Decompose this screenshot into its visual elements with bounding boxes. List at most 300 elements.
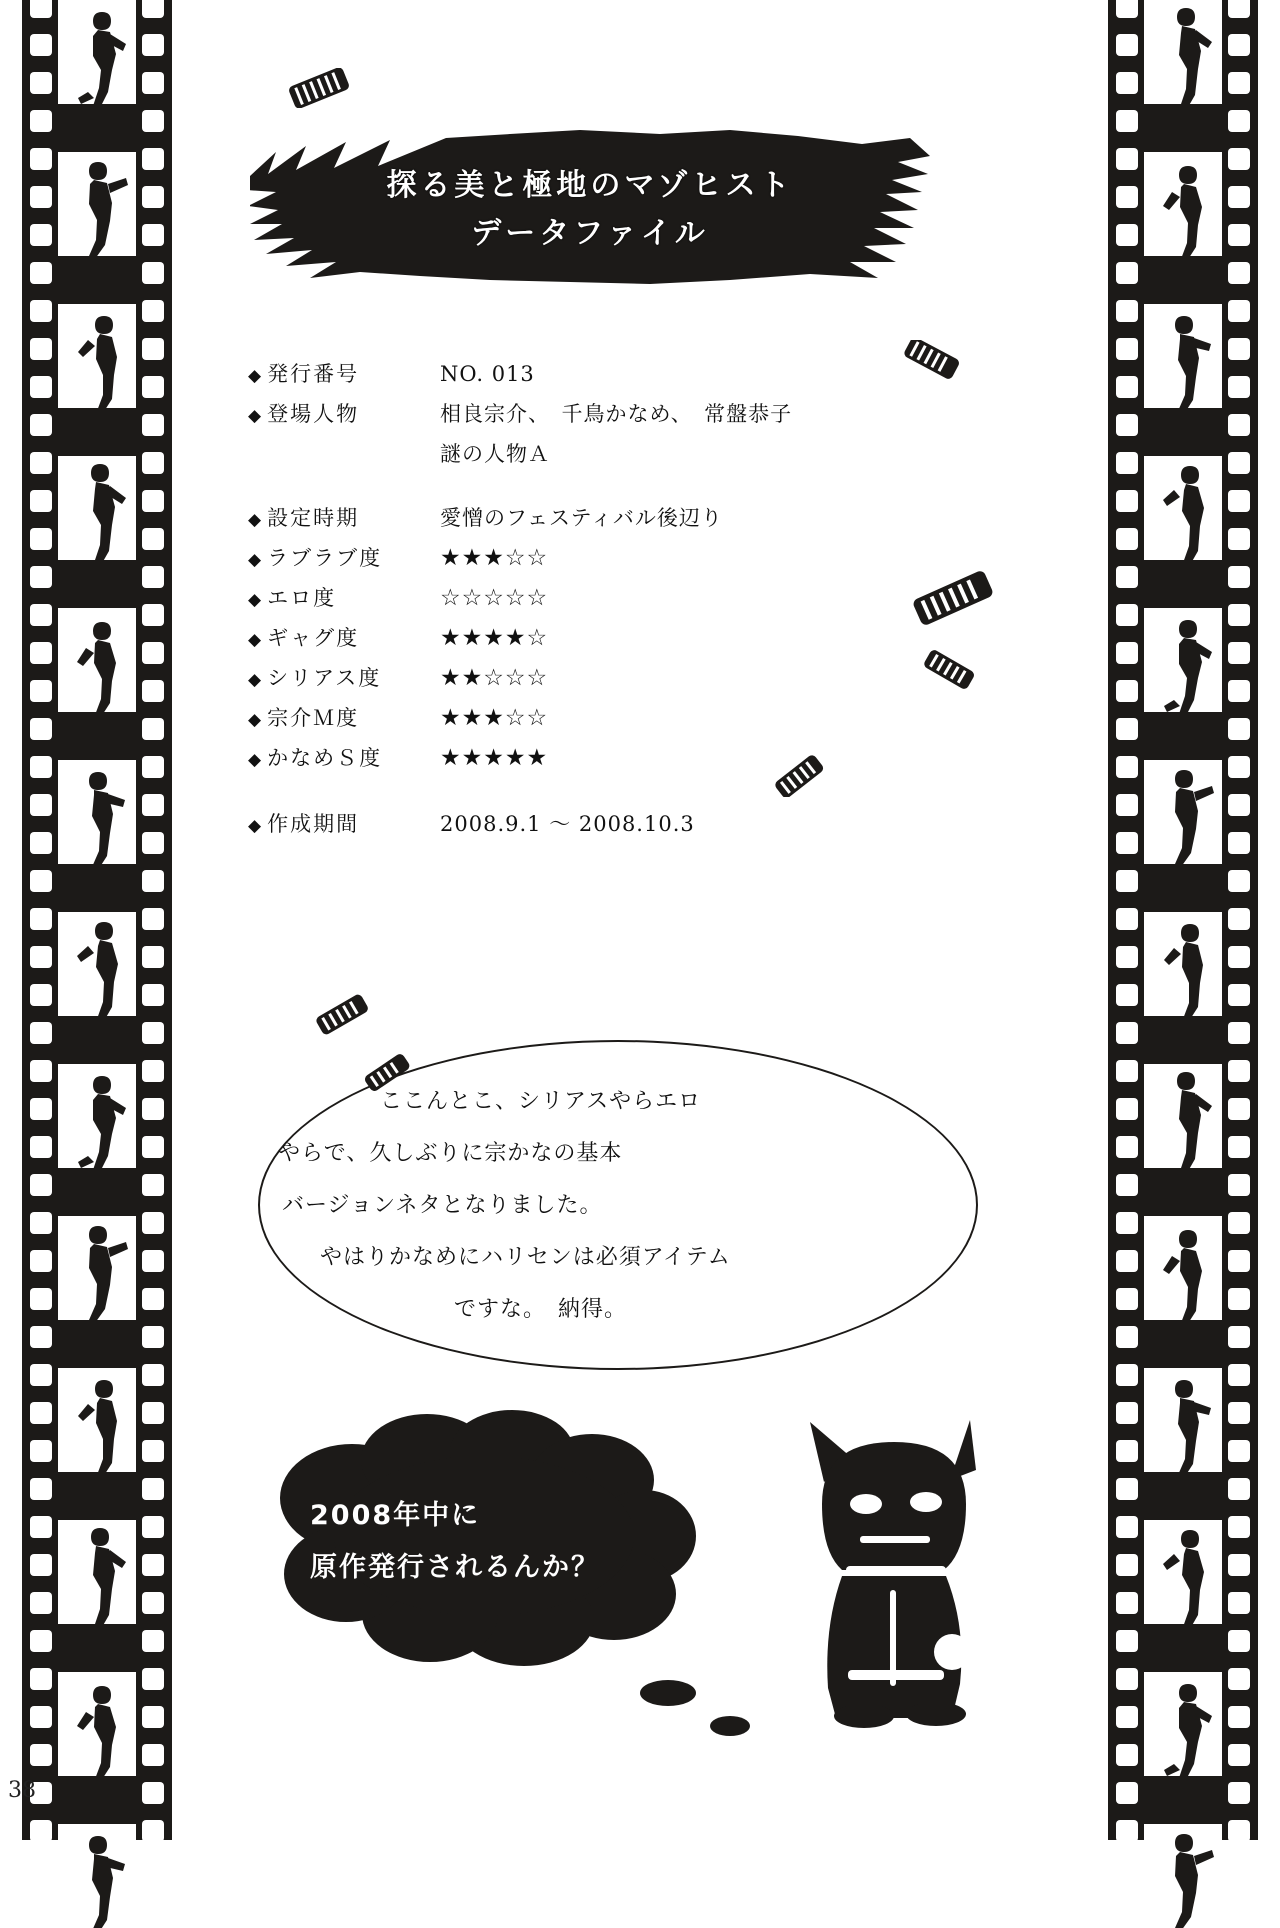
rating-stars: ☆☆☆☆☆	[440, 585, 549, 611]
film-frame	[58, 1216, 136, 1320]
film-perforation	[1116, 1288, 1138, 1310]
film-frame	[1144, 456, 1222, 560]
dancer-silhouette-icon	[58, 0, 136, 104]
film-frame	[1144, 0, 1222, 104]
film-perforation	[142, 1744, 164, 1766]
film-perforation	[1116, 376, 1138, 398]
film-roll-icon	[286, 68, 352, 112]
data-row-ero-rating	[248, 579, 968, 619]
film-perforation	[142, 1554, 164, 1576]
perforation-column-left	[28, 0, 54, 1840]
dancer-silhouette-icon	[58, 608, 136, 712]
film-perforation	[1228, 642, 1250, 664]
film-frame	[1144, 152, 1222, 256]
comment-line-4: やはりかなめにハリセンは必須アイテム	[320, 1245, 731, 1270]
film-perforation	[1228, 338, 1250, 360]
film-frame	[1144, 1216, 1222, 1320]
data-label: ◆ エロ度	[248, 586, 337, 610]
film-perforation	[1116, 718, 1138, 740]
rating-stars: ★★★☆☆	[440, 545, 549, 571]
film-perforation	[30, 414, 52, 436]
film-perforation	[1228, 1820, 1250, 1842]
film-perforation	[30, 1364, 52, 1386]
dancer-silhouette-icon	[58, 760, 136, 864]
data-row-gag-rating	[248, 619, 968, 659]
data-value: 相良宗介、 千鳥かなめ、 常盤恭子	[440, 402, 793, 426]
film-perforation	[1228, 1516, 1250, 1538]
film-perforation	[1228, 186, 1250, 208]
film-perforation	[1228, 34, 1250, 56]
film-perforation	[30, 186, 52, 208]
film-perforation	[1228, 870, 1250, 892]
film-perforation	[1228, 0, 1250, 18]
dancer-silhouette-icon	[1144, 456, 1222, 560]
mascot-figure	[790, 1408, 1000, 1728]
film-perforation	[142, 0, 164, 18]
film-perforation	[142, 1136, 164, 1158]
film-perforation	[1116, 0, 1138, 18]
data-file-list	[248, 355, 968, 845]
film-perforation	[1228, 718, 1250, 740]
data-row-production-period	[248, 805, 968, 845]
film-roll-icon	[770, 755, 830, 801]
film-perforation	[1116, 148, 1138, 170]
film-frame	[1144, 1520, 1222, 1624]
data-label: ◆ 作成期間	[248, 812, 360, 836]
data-label: ◆ シリアス度	[248, 666, 382, 690]
film-perforation	[1116, 1136, 1138, 1158]
film-perforation	[1116, 1364, 1138, 1386]
dancer-silhouette-icon	[1144, 1064, 1222, 1168]
dancer-silhouette-icon	[58, 1520, 136, 1624]
data-value: 愛憎のフェスティバル後辺り	[440, 506, 723, 530]
film-perforation	[30, 984, 52, 1006]
film-perforation	[1116, 984, 1138, 1006]
film-perforation	[30, 756, 52, 778]
film-perforation	[1116, 1326, 1138, 1348]
title-banner	[250, 128, 930, 288]
film-perforation	[142, 414, 164, 436]
film-perforation	[142, 262, 164, 284]
thought-line-1: 2008年中に	[310, 1500, 481, 1531]
film-perforation	[142, 1592, 164, 1614]
film-perforation	[1116, 1402, 1138, 1424]
film-perforation	[1228, 1364, 1250, 1386]
data-row-setting-period	[248, 499, 968, 539]
film-perforation	[1228, 984, 1250, 1006]
dancer-silhouette-icon	[58, 456, 136, 560]
film-perforation	[1228, 110, 1250, 132]
film-perforation	[1228, 1706, 1250, 1728]
data-row-issue-number	[248, 355, 968, 395]
film-perforation	[1116, 756, 1138, 778]
data-row-serious-rating	[248, 659, 968, 699]
film-perforation	[30, 718, 52, 740]
data-label: ◆ 設定時期	[248, 506, 360, 530]
film-perforation	[1116, 186, 1138, 208]
film-perforation	[1228, 1250, 1250, 1272]
film-perforation	[30, 0, 52, 18]
film-perforation	[142, 72, 164, 94]
thought-bubble	[262, 1408, 702, 1668]
film-perforation	[1116, 794, 1138, 816]
film-perforation	[1116, 1212, 1138, 1234]
film-perforation	[142, 110, 164, 132]
title-line-2: データファイル	[471, 216, 709, 251]
film-perforation	[1228, 528, 1250, 550]
film-frame	[1144, 1368, 1222, 1472]
film-perforation	[30, 1820, 52, 1842]
perforation-column-right	[140, 0, 166, 1840]
film-perforation	[142, 224, 164, 246]
dancer-silhouette-icon	[58, 1672, 136, 1776]
film-perforation	[1228, 1782, 1250, 1804]
rating-stars: ★★★★☆	[440, 625, 549, 651]
film-perforation	[1116, 1060, 1138, 1082]
film-perforation	[1228, 1592, 1250, 1614]
film-perforation	[30, 490, 52, 512]
film-perforation	[142, 490, 164, 512]
film-perforation	[142, 946, 164, 968]
film-perforation	[1228, 1440, 1250, 1462]
film-perforation	[142, 1440, 164, 1462]
film-perforation	[142, 604, 164, 626]
film-frame	[58, 1064, 136, 1168]
diamond-icon: ◆	[248, 710, 264, 730]
film-perforation	[1116, 604, 1138, 626]
film-perforation	[30, 946, 52, 968]
film-perforation	[30, 908, 52, 930]
mascot-bonta-kun	[790, 1408, 1000, 1728]
film-perforation	[142, 1820, 164, 1842]
film-perforation	[142, 1364, 164, 1386]
film-perforation	[142, 794, 164, 816]
film-perforation	[30, 1174, 52, 1196]
film-frame	[58, 1824, 136, 1928]
film-perforation	[30, 604, 52, 626]
film-perforation	[30, 452, 52, 474]
film-perforation	[30, 870, 52, 892]
film-perforation	[1116, 110, 1138, 132]
film-perforation	[1116, 642, 1138, 664]
film-perforation	[142, 1212, 164, 1234]
comment-bubble-text	[258, 1076, 978, 1336]
dancer-silhouette-icon	[1144, 1824, 1222, 1928]
thought-line-2: 原作発行されるんか？	[310, 1552, 600, 1583]
thought-tail-large	[640, 1680, 696, 1706]
data-row-sousuke-m-rating	[248, 699, 968, 739]
dancer-silhouette-icon	[58, 304, 136, 408]
film-perforation	[142, 528, 164, 550]
film-perforation	[1116, 34, 1138, 56]
film-frame	[58, 760, 136, 864]
film-perforation	[1116, 1174, 1138, 1196]
film-perforation	[142, 566, 164, 588]
film-perforation	[30, 1402, 52, 1424]
film-perforation	[142, 1022, 164, 1044]
film-roll-icon	[360, 1052, 416, 1096]
film-perforation	[1116, 1782, 1138, 1804]
film-perforation	[30, 224, 52, 246]
diamond-icon: ◆	[248, 670, 264, 690]
dancer-silhouette-icon	[1144, 608, 1222, 712]
diamond-icon: ◆	[248, 750, 264, 770]
film-frame	[1144, 304, 1222, 408]
data-value-continued: 謎の人物Ａ	[440, 442, 550, 466]
film-perforation	[142, 1782, 164, 1804]
film-perforation	[142, 376, 164, 398]
film-perforation	[30, 528, 52, 550]
film-perforation	[142, 680, 164, 702]
film-perforation	[142, 1668, 164, 1690]
film-perforation	[1116, 414, 1138, 436]
film-perforation	[1228, 756, 1250, 778]
film-perforation	[142, 1516, 164, 1538]
film-perforation	[1228, 1630, 1250, 1652]
film-perforation	[30, 566, 52, 588]
film-frame	[1144, 760, 1222, 864]
film-perforation	[1116, 490, 1138, 512]
film-perforation	[142, 1630, 164, 1652]
data-value: 2008.9.1 ～ 2008.10.3	[440, 812, 695, 836]
film-perforation	[1228, 1478, 1250, 1500]
film-perforation	[1116, 908, 1138, 930]
film-perforation	[142, 338, 164, 360]
film-perforation	[30, 262, 52, 284]
film-perforation	[1116, 452, 1138, 474]
film-perforation	[142, 148, 164, 170]
film-perforation	[142, 642, 164, 664]
film-perforation	[30, 1554, 52, 1576]
comment-line-5: ですな。 納得。	[454, 1297, 628, 1322]
film-perforation	[30, 1326, 52, 1348]
film-perforation	[142, 1326, 164, 1348]
film-perforation	[1116, 1706, 1138, 1728]
film-perforation	[1116, 1820, 1138, 1842]
film-perforation	[1116, 1630, 1138, 1652]
film-perforation	[142, 452, 164, 474]
film-perforation	[30, 1136, 52, 1158]
film-perforation	[142, 1288, 164, 1310]
dancer-silhouette-icon	[1144, 1216, 1222, 1320]
film-perforation	[1116, 1440, 1138, 1462]
film-perforation	[30, 794, 52, 816]
dancer-silhouette-icon	[58, 912, 136, 1016]
data-row-kaname-s-rating	[248, 739, 968, 779]
film-perforation	[30, 1250, 52, 1272]
film-perforation	[30, 376, 52, 398]
film-perforation	[1116, 566, 1138, 588]
film-perforation	[1116, 832, 1138, 854]
diamond-icon: ◆	[248, 816, 264, 836]
data-label: ◆ かなめＳ度	[248, 746, 383, 770]
film-perforation	[1116, 1250, 1138, 1272]
film-perforation	[142, 984, 164, 1006]
film-perforation	[1228, 1402, 1250, 1424]
diamond-icon: ◆	[248, 366, 264, 386]
film-perforation	[30, 1630, 52, 1652]
film-perforation	[1228, 1060, 1250, 1082]
film-perforation	[142, 1402, 164, 1424]
film-perforation	[142, 300, 164, 322]
film-perforation	[1228, 1174, 1250, 1196]
comment-line-2: やらで、久しぶりに宗かなの基本	[278, 1141, 623, 1166]
dancer-silhouette-icon	[58, 1368, 136, 1472]
film-perforation	[1116, 300, 1138, 322]
film-perforation	[1228, 832, 1250, 854]
film-perforation	[1228, 566, 1250, 588]
film-perforation	[1116, 1668, 1138, 1690]
film-frame	[58, 0, 136, 104]
film-frame	[1144, 912, 1222, 1016]
film-frame	[1144, 1672, 1222, 1776]
film-perforation	[142, 34, 164, 56]
film-perforation	[1228, 1136, 1250, 1158]
data-label: ◆ 宗介Ｍ度	[248, 706, 360, 730]
film-perforation	[30, 1212, 52, 1234]
film-perforation	[142, 1174, 164, 1196]
perforation-column-left	[1114, 0, 1140, 1840]
film-perforation	[1116, 262, 1138, 284]
film-perforation	[1228, 1326, 1250, 1348]
film-frame	[58, 912, 136, 1016]
comment-line-3: バージョンネタとなりました。	[282, 1193, 603, 1218]
film-frame	[1144, 608, 1222, 712]
diamond-icon: ◆	[248, 510, 264, 530]
film-perforation	[1228, 946, 1250, 968]
film-perforation	[1228, 908, 1250, 930]
diamond-icon: ◆	[248, 590, 264, 610]
film-perforation	[1228, 1668, 1250, 1690]
film-perforation	[30, 680, 52, 702]
film-perforation	[1228, 1554, 1250, 1576]
film-strip-left	[22, 0, 172, 1840]
film-perforation	[142, 1250, 164, 1272]
comment-line-1: ここんとこ、シリアスやらエロ	[380, 1089, 702, 1114]
rating-stars: ★★★☆☆	[440, 705, 549, 731]
film-perforation	[30, 1440, 52, 1462]
page-number: 38	[8, 1778, 36, 1803]
film-roll-icon	[920, 650, 980, 694]
thought-bubble-text	[310, 1490, 690, 1594]
film-perforation	[142, 832, 164, 854]
film-perforation	[30, 832, 52, 854]
film-perforation	[1228, 1744, 1250, 1766]
film-roll-icon	[312, 992, 374, 1040]
film-perforation	[142, 718, 164, 740]
film-perforation	[1116, 1592, 1138, 1614]
film-perforation	[1228, 414, 1250, 436]
film-perforation	[30, 1706, 52, 1728]
film-perforation	[1228, 1098, 1250, 1120]
data-label: ◆ 発行番号	[248, 362, 360, 386]
film-roll-icon	[900, 340, 966, 384]
dancer-silhouette-icon	[1144, 912, 1222, 1016]
film-frame	[58, 1672, 136, 1776]
film-perforation	[1228, 680, 1250, 702]
film-perforation	[30, 72, 52, 94]
data-label: ◆ ギャグ度	[248, 626, 360, 650]
perforation-column-right	[1226, 0, 1252, 1840]
diamond-icon: ◆	[248, 550, 264, 570]
rating-stars: ★★★★★	[440, 745, 549, 771]
film-frame	[58, 1520, 136, 1624]
film-perforation	[1116, 1744, 1138, 1766]
film-perforation	[30, 1668, 52, 1690]
film-frame	[58, 1368, 136, 1472]
film-strip-right	[1108, 0, 1258, 1840]
film-perforation	[142, 756, 164, 778]
data-label: ◆ ラブラブ度	[248, 546, 383, 570]
film-perforation	[142, 1478, 164, 1500]
film-perforation	[1228, 1022, 1250, 1044]
film-perforation	[30, 300, 52, 322]
film-perforation	[1116, 1554, 1138, 1576]
film-perforation	[142, 908, 164, 930]
film-perforation	[1116, 1516, 1138, 1538]
film-perforation	[1228, 1212, 1250, 1234]
film-frame	[58, 608, 136, 712]
dancer-silhouette-icon	[58, 1824, 136, 1928]
film-perforation	[1228, 224, 1250, 246]
film-perforation	[30, 148, 52, 170]
title-line-1: 探る美と極地のマゾヒスト	[386, 168, 794, 203]
film-frame	[58, 304, 136, 408]
film-perforation	[1228, 490, 1250, 512]
film-perforation	[1116, 1478, 1138, 1500]
film-perforation	[1116, 1022, 1138, 1044]
film-perforation	[142, 1098, 164, 1120]
film-perforation	[1116, 528, 1138, 550]
film-perforation	[1228, 452, 1250, 474]
film-perforation	[1116, 72, 1138, 94]
film-perforation	[1116, 1098, 1138, 1120]
thought-tail-small	[710, 1716, 750, 1736]
film-perforation	[1228, 72, 1250, 94]
data-row-characters	[248, 395, 968, 435]
film-perforation	[30, 1516, 52, 1538]
dancer-silhouette-icon	[1144, 760, 1222, 864]
film-perforation	[142, 186, 164, 208]
film-perforation	[1228, 604, 1250, 626]
film-perforation	[30, 338, 52, 360]
film-perforation	[1228, 262, 1250, 284]
dancer-silhouette-icon	[1144, 1672, 1222, 1776]
film-perforation	[30, 1060, 52, 1082]
film-frame	[1144, 1824, 1222, 1928]
diamond-icon: ◆	[248, 630, 264, 650]
film-perforation	[30, 642, 52, 664]
film-frame	[1144, 1064, 1222, 1168]
dancer-silhouette-icon	[58, 1216, 136, 1320]
data-value: NO. 013	[440, 362, 535, 386]
film-perforation	[1228, 376, 1250, 398]
film-roll-icon	[908, 570, 998, 630]
dancer-silhouette-icon	[1144, 1368, 1222, 1472]
film-perforation	[1116, 680, 1138, 702]
film-perforation	[30, 1478, 52, 1500]
film-perforation	[1228, 1288, 1250, 1310]
film-perforation	[30, 110, 52, 132]
data-label: ◆ 登場人物	[248, 402, 360, 426]
dancer-silhouette-icon	[58, 152, 136, 256]
film-perforation	[1116, 946, 1138, 968]
spacer	[248, 473, 968, 499]
film-perforation	[142, 1060, 164, 1082]
film-perforation	[1228, 148, 1250, 170]
dancer-silhouette-icon	[1144, 152, 1222, 256]
film-perforation	[142, 1706, 164, 1728]
